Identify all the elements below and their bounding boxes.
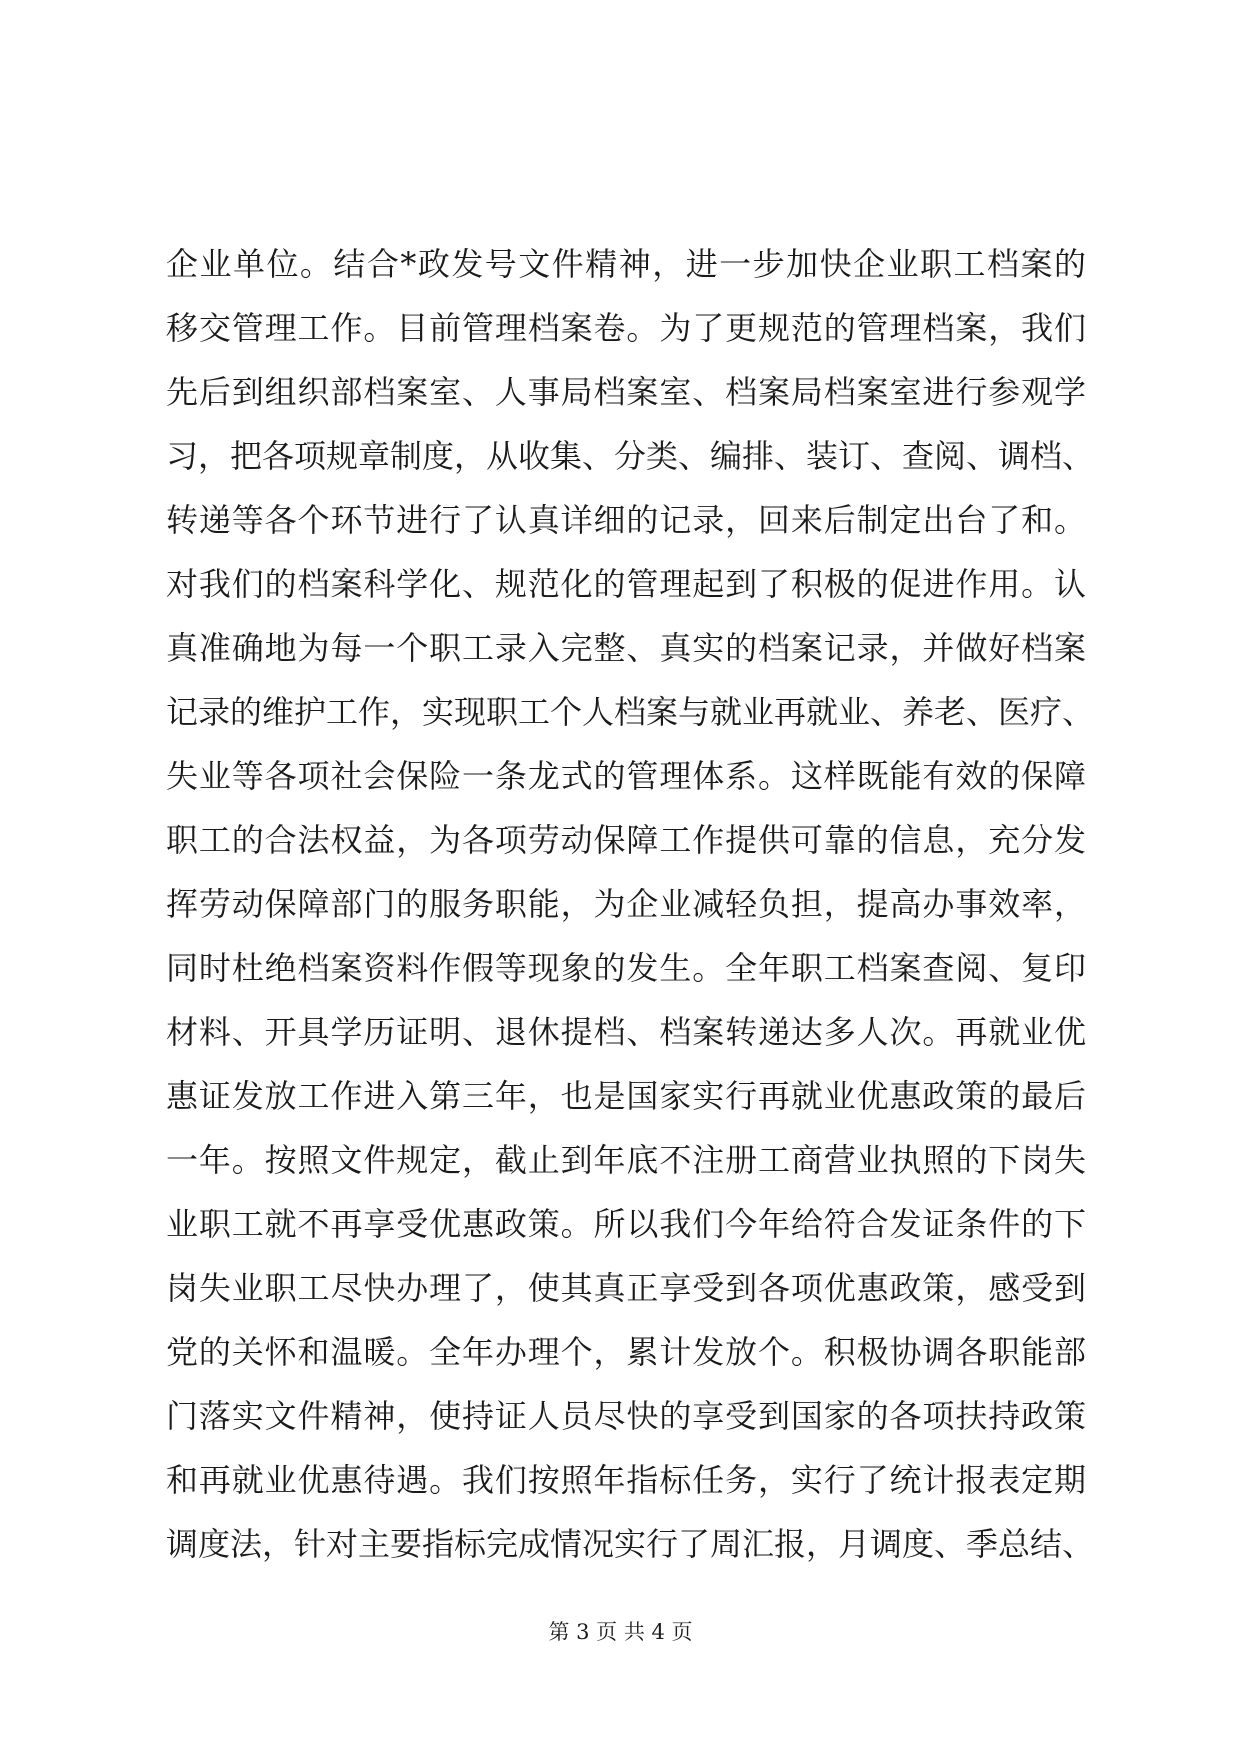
- page-footer: [0, 1618, 1241, 1646]
- text-line: 先后到组织部档案室、人事局档案室、档案局档案室进行参观学: [166, 373, 1086, 411]
- text-line: 和再就业优惠待遇。我们按照年指标任务，实行了统计报表定期: [166, 1461, 1086, 1499]
- text-line: 对我们的档案科学化、规范化的管理起到了积极的促进作用。认: [166, 565, 1086, 603]
- text-line: 转递等各个环节进行了认真详细的记录，回来后制定出台了和。: [166, 501, 1086, 539]
- text-line: 门落实文件精神，使持证人员尽快的享受到国家的各项扶持政策: [166, 1397, 1086, 1435]
- text-line: 业职工就不再享受优惠政策。所以我们今年给符合发证条件的下: [166, 1205, 1086, 1243]
- page-number: 第 3 页 共 4 页: [548, 1620, 693, 1644]
- text-line: 移交管理工作。目前管理档案卷。为了更规范的管理档案，我们: [166, 309, 1086, 347]
- text-line: 同时杜绝档案资料作假等现象的发生。全年职工档案查阅、复印: [166, 949, 1086, 987]
- text-line: 调度法，针对主要指标完成情况实行了周汇报，月调度、季总结、: [166, 1525, 1095, 1563]
- text-line: 一年。按照文件规定，截止到年底不注册工商营业执照的下岗失: [166, 1141, 1086, 1179]
- text-line: 真准确地为每一个职工录入完整、真实的档案记录，并做好档案: [166, 629, 1086, 667]
- text-line: 岗失业职工尽快办理了，使其真正享受到各项优惠政策，感受到: [166, 1269, 1086, 1307]
- text-line: 惠证发放工作进入第三年，也是国家实行再就业优惠政策的最后: [166, 1077, 1086, 1115]
- text-line: 习，把各项规章制度，从收集、分类、编排、装订、查阅、调档、: [166, 437, 1095, 475]
- text-line: 职工的合法权益，为各项劳动保障工作提供可靠的信息，充分发: [166, 821, 1086, 859]
- text-line: 党的关怀和温暖。全年办理个，累计发放个。积极协调各职能部: [166, 1333, 1086, 1371]
- text-line: 挥劳动保障部门的服务职能，为企业减轻负担，提高办事效率，: [166, 885, 1086, 923]
- text-line: 企业单位。结合*政发号文件精神，进一步加快企业职工档案的: [166, 245, 1086, 283]
- text-line: 记录的维护工作，实现职工个人档案与就业再就业、养老、医疗、: [166, 693, 1095, 731]
- text-line: 材料、开具学历证明、退休提档、档案转递达多人次。再就业优: [166, 1013, 1086, 1051]
- body-text: [166, 232, 1095, 1576]
- text-line: 失业等各项社会保险一条龙式的管理体系。这样既能有效的保障: [166, 757, 1086, 795]
